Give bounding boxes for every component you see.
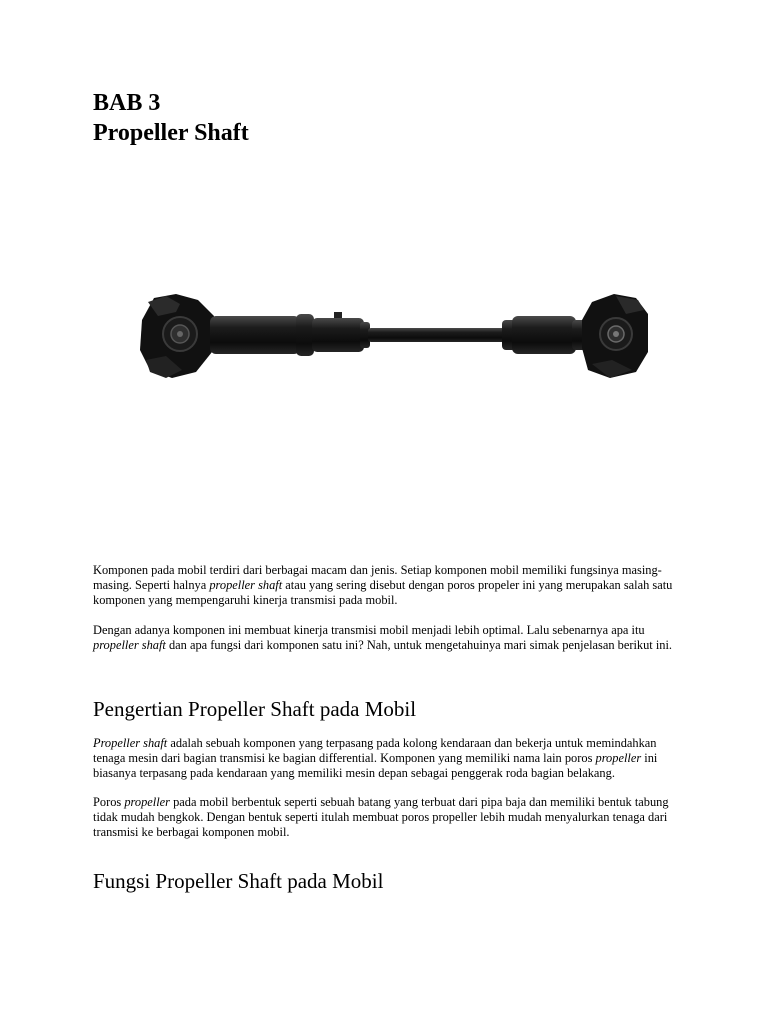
intro-paragraph-1: Komponen pada mobil terdiri dari berbagai macam dan jenis. Setiap komponen mobil memiliki fungsinya masing-masing. Seperti halnya propeller shaft atau yang sering disebut dengan poros propeler ini yang merupakan salah satu komponen yang mempengaruhi kinerja transmisi pada mobil.	[93, 563, 673, 607]
section-heading-pengertian: Pengertian Propeller Shaft pada Mobil	[93, 697, 417, 721]
propeller-shaft-image	[136, 290, 652, 382]
section1-paragraph-2: Poros propeller pada mobil berbentuk seperti sebuah batang yang terbuat dari pipa baja dan memiliki bentuk tabung tidak mudah bengkok. Dengan bentuk seperti itulah membuat poros propeller lebih mudah menyalurkan tenaga dari transmisi ke berbagai komponen mobil.	[93, 795, 669, 839]
chapter-number: BAB 3	[93, 90, 161, 116]
section-heading-fungsi: Fungsi Propeller Shaft pada Mobil	[93, 869, 384, 893]
intro-paragraph-2: Dengan adanya komponen ini membuat kinerja transmisi mobil menjadi lebih optimal. Lalu sebenarnya apa itu propeller shaft dan apa fungsi dari komponen satu ini? Nah, untuk mengetahuinya mari simak penjelasan berikut ini.	[93, 623, 673, 652]
chapter-title: Propeller Shaft	[93, 120, 249, 146]
chapter-heading	[93, 88, 249, 148]
section1-paragraph-1: Propeller shaft adalah sebuah komponen yang terpasang pada kolong kendaraan dan bekerja untuk memindahkan tenaga mesin dari bagian transmisi ke bagian differential. Komponen yang memiliki nama lain poros propeller ini biasanya terpasang pada kendaraan yang memiliki mesin depan sebagai penggerak roda bagian belakang.	[93, 736, 658, 780]
